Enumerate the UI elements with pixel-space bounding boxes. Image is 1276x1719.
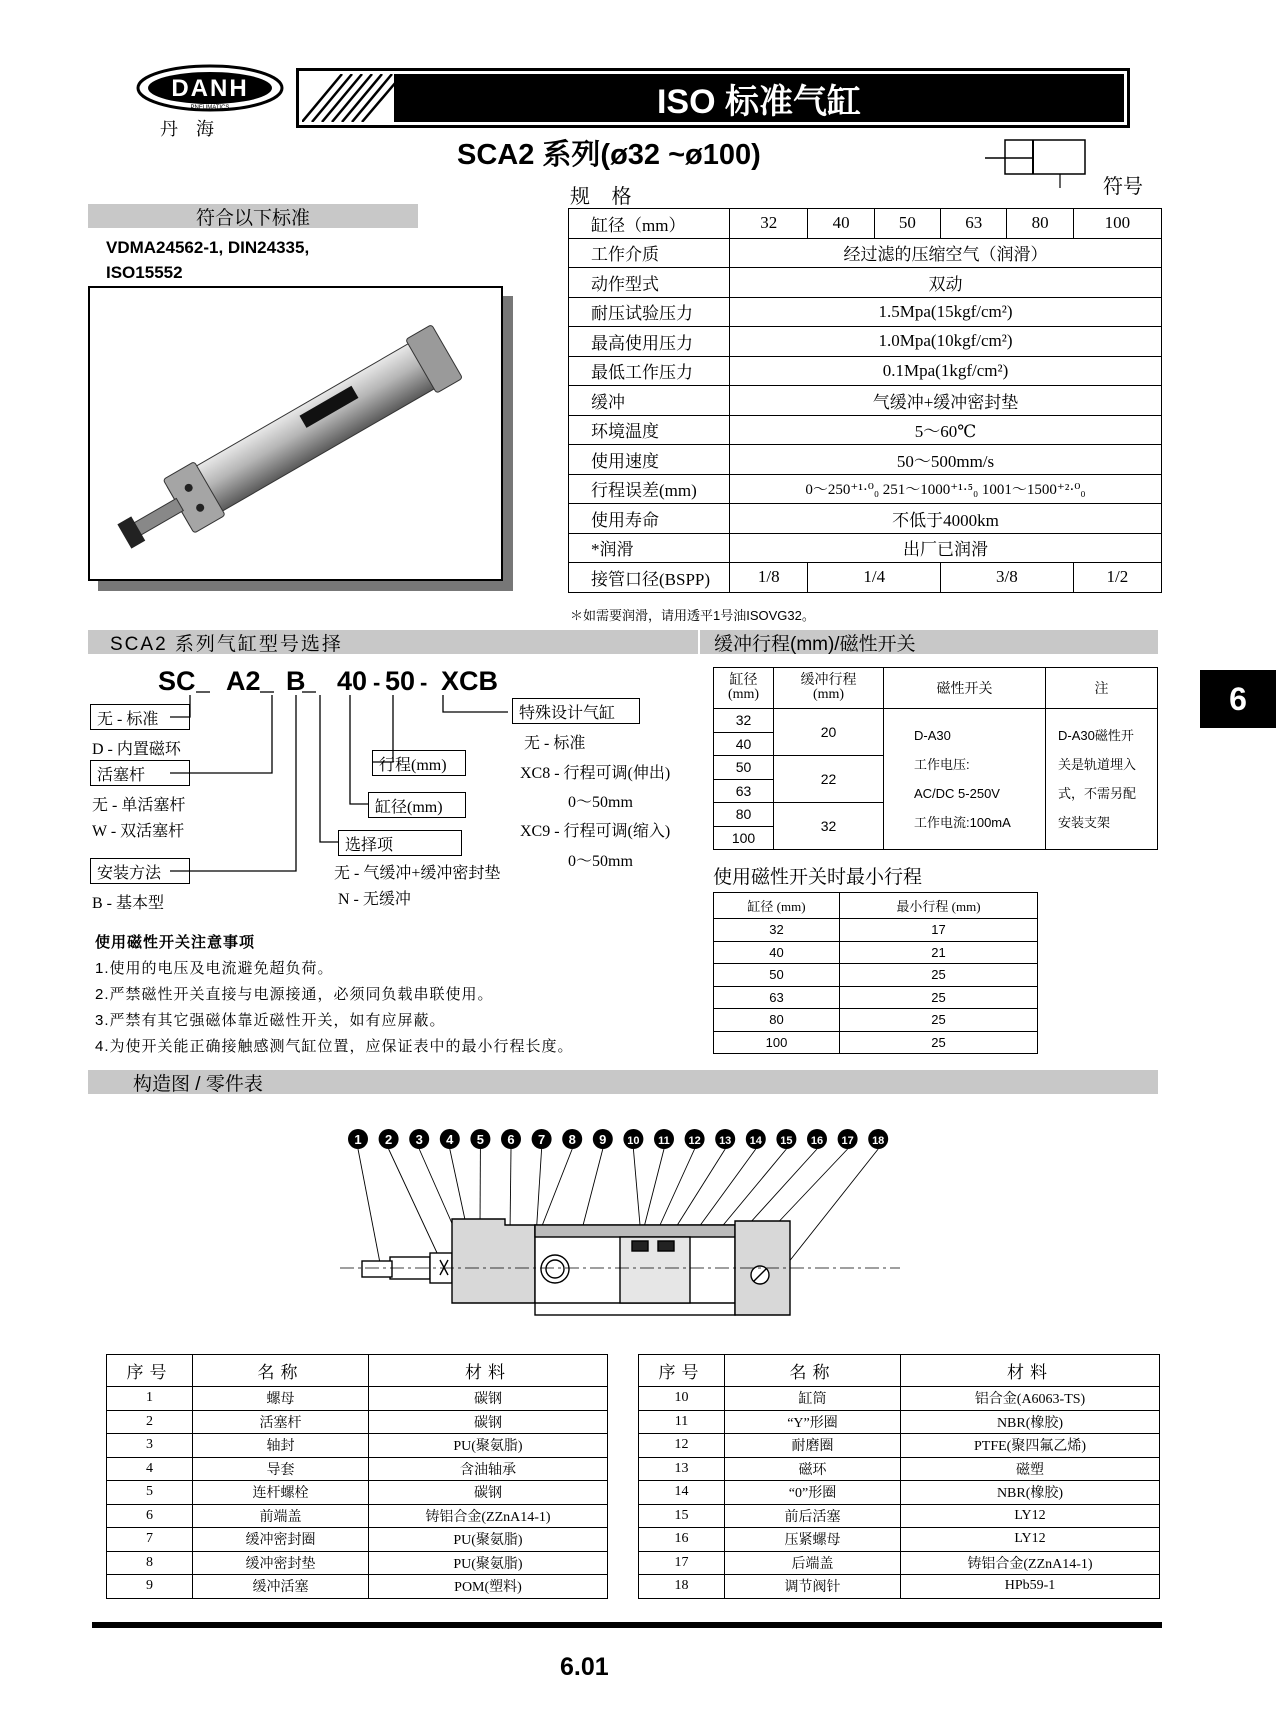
parts-row xyxy=(639,1434,1160,1458)
part-no: 14 xyxy=(639,1481,725,1505)
part-name: 导套 xyxy=(193,1457,369,1481)
parts-row xyxy=(107,1504,608,1528)
buffer-bore: 63 xyxy=(714,779,774,803)
spec-value: 经过滤的压缩空气（润滑） xyxy=(730,238,1162,268)
spec-value: 1.0Mpa(10kgf/cm²) xyxy=(730,327,1162,357)
spec-label: 行程误差(mm) xyxy=(569,474,730,504)
parts-header-row xyxy=(107,1355,608,1387)
buffer-switch-info xyxy=(884,709,1046,850)
chapter-tab: 6 xyxy=(1200,670,1276,728)
part-name: 前后活塞 xyxy=(725,1504,901,1528)
spec-value: 0.1Mpa(1kgf/cm²) xyxy=(730,356,1162,386)
standards-heading: 符合以下标准 xyxy=(88,204,418,228)
note-item: 4.为使开关能正确接触感测气缸位置，应保证表中的最小行程长度。 xyxy=(95,1038,574,1055)
spec-label: 使用寿命 xyxy=(569,504,730,534)
buffer-bore: 32 xyxy=(714,709,774,733)
spec-heading: 规 格 xyxy=(570,186,640,208)
parts-row xyxy=(107,1575,608,1599)
min-value: 25 xyxy=(840,986,1038,1009)
part-name: 压紧螺母 xyxy=(725,1528,901,1552)
buffer-col-switch: 磁性开关 xyxy=(884,668,1046,709)
spec-port: 1/2 xyxy=(1073,563,1161,593)
part-no: 4 xyxy=(107,1457,193,1481)
spec-bore: 40 xyxy=(808,209,874,239)
part-name: 活塞杆 xyxy=(193,1410,369,1434)
min-row xyxy=(714,919,1038,942)
switch-line: AC/DC 5-250V xyxy=(914,786,1000,801)
note-line: 安装支架 xyxy=(1058,815,1111,830)
cylinder-symbol-icon xyxy=(985,130,1115,190)
callout-leader xyxy=(536,1149,542,1237)
callout-number: 6 xyxy=(507,1132,515,1147)
min-stroke-table xyxy=(713,892,1038,1054)
spec-value: 50～500mm/s xyxy=(730,445,1162,475)
min-bore: 50 xyxy=(714,964,840,987)
structure-heading: 构造图 / 零件表 xyxy=(88,1070,1158,1094)
buffer-row xyxy=(714,709,1158,733)
spec-row xyxy=(569,504,1162,534)
callout-leader xyxy=(540,1149,572,1231)
title-bar xyxy=(296,68,1130,128)
part-name: 缓冲密封垫 xyxy=(193,1551,369,1575)
danh-logo xyxy=(135,63,285,113)
magnetic-switch-notes xyxy=(95,930,574,1060)
spec-label: 最高使用压力 xyxy=(569,327,730,357)
callout-leader xyxy=(780,1149,878,1273)
parts-row xyxy=(107,1410,608,1434)
part-no: 7 xyxy=(107,1528,193,1552)
note-item: 1.使用的电压及电流避免超负荷。 xyxy=(95,960,334,977)
part-no: 16 xyxy=(639,1528,725,1552)
code-dash: - xyxy=(420,670,428,695)
spec-row xyxy=(569,327,1162,357)
spec-table xyxy=(568,208,1162,593)
part-material: 碳钢 xyxy=(369,1387,608,1411)
callout-leader xyxy=(510,1149,511,1233)
min-value: 25 xyxy=(840,964,1038,987)
min-value: 25 xyxy=(840,1031,1038,1054)
spec-row-port xyxy=(569,563,1162,593)
callout-number: 11 xyxy=(658,1135,670,1147)
parts-row xyxy=(639,1481,1160,1505)
magnet-option: D - 内置磁环 xyxy=(92,741,181,758)
part-no: 9 xyxy=(107,1575,193,1599)
part-no: 18 xyxy=(639,1575,725,1599)
lubrication-note: ＊如需要润滑，请用透平1号油ISOVG32。 xyxy=(570,608,815,623)
xc9-option: XC9 - 行程可调(缩入) xyxy=(520,823,671,840)
spec-bore: 63 xyxy=(941,209,1007,239)
part-material: NBR(橡胶) xyxy=(901,1410,1160,1434)
spec-value: 1.5Mpa(15kgf/cm²) xyxy=(730,297,1162,327)
spec-port: 3/8 xyxy=(941,563,1074,593)
part-material: 铸铝合金(ZZnA14-1) xyxy=(369,1504,608,1528)
series-subtitle: SCA2 系列(ø32 ~ø100) xyxy=(457,139,761,171)
code-stroke: 50 xyxy=(385,666,416,696)
parts-col-material: 材料 xyxy=(901,1355,1160,1387)
callout-number: 16 xyxy=(810,1135,824,1147)
part-name: 前端盖 xyxy=(193,1504,369,1528)
parts-col-material: 材料 xyxy=(369,1355,608,1387)
buffer-bore: 80 xyxy=(714,803,774,827)
spec-value: 不低于4000km xyxy=(730,504,1162,534)
part-material: POM(塑料) xyxy=(369,1575,608,1599)
buffer-bore: 40 xyxy=(714,732,774,756)
spec-port: 1/8 xyxy=(730,563,808,593)
parts-table-left xyxy=(106,1354,608,1599)
parts-col-no: 序号 xyxy=(639,1355,725,1387)
min-value: 21 xyxy=(840,941,1038,964)
code-dash: - xyxy=(373,670,381,695)
callout-leader xyxy=(358,1149,380,1263)
part-name: 螺母 xyxy=(193,1387,369,1411)
mount-box: 安装方法 xyxy=(90,858,190,884)
part-no: 17 xyxy=(639,1551,725,1575)
xc8-range: 0～50mm xyxy=(568,794,633,811)
min-row xyxy=(714,1031,1038,1054)
part-no: 6 xyxy=(107,1504,193,1528)
spec-row xyxy=(569,268,1162,298)
spec-label: 耐压试验压力 xyxy=(569,297,730,327)
cylinder-photo-image xyxy=(90,288,501,579)
part-material: HPb59-1 xyxy=(901,1575,1160,1599)
title-stripes xyxy=(302,74,396,122)
spec-row xyxy=(569,445,1162,475)
part-material: 磁塑 xyxy=(901,1457,1160,1481)
spec-label: 最低工作压力 xyxy=(569,356,730,386)
model-select-heading: SCA2 系列气缸型号选择 xyxy=(88,630,698,654)
spec-value: 双动 xyxy=(730,268,1162,298)
svg-text:DANH: DANH xyxy=(171,75,249,102)
standards-line-2: ISO15552 xyxy=(106,263,183,282)
switch-line: 工作电流:100mA xyxy=(914,815,1011,830)
note-item: 2.严禁磁性开关直接与电源接通，必须同负载串联使用。 xyxy=(95,986,494,1003)
rod-double-option: W - 双活塞杆 xyxy=(92,823,185,840)
part-no: 8 xyxy=(107,1551,193,1575)
parts-table-right xyxy=(638,1354,1160,1599)
parts-row xyxy=(107,1387,608,1411)
min-bore: 40 xyxy=(714,941,840,964)
stroke-box: 行程(mm) xyxy=(372,750,466,776)
standards-text xyxy=(106,235,309,285)
min-row xyxy=(714,986,1038,1009)
spec-label: 缓冲 xyxy=(569,386,730,416)
special-box: 特殊设计气缸 xyxy=(512,698,640,724)
spec-port: 1/4 xyxy=(808,563,941,593)
part-name: 后端盖 xyxy=(725,1551,901,1575)
min-bore: 80 xyxy=(714,1009,840,1032)
min-row xyxy=(714,1009,1038,1032)
standards-line-1: VDMA24562-1, DIN24335, xyxy=(106,238,310,257)
callout-leader xyxy=(580,1149,603,1237)
buffer-bore: 50 xyxy=(714,756,774,780)
cylinder-cross-section-diagram xyxy=(340,1125,900,1330)
spec-bore: 80 xyxy=(1007,209,1073,239)
part-name: 调节阀针 xyxy=(725,1575,901,1599)
part-no: 13 xyxy=(639,1457,725,1481)
min-col-min: 最小行程 (mm) xyxy=(840,893,1038,919)
standard-box: 无 - 标准 xyxy=(90,704,190,730)
logo-subtitle: 丹海 xyxy=(160,119,232,139)
parts-row xyxy=(107,1481,608,1505)
part-no: 3 xyxy=(107,1434,193,1458)
part-name: 缓冲活塞 xyxy=(193,1575,369,1599)
part-name: 连杆螺栓 xyxy=(193,1481,369,1505)
spec-label: 使用速度 xyxy=(569,445,730,475)
min-bore: 63 xyxy=(714,986,840,1009)
svg-text:PNEUMATICS: PNEUMATICS xyxy=(190,105,230,111)
min-value: 25 xyxy=(840,1009,1038,1032)
callout-number: 8 xyxy=(568,1132,576,1147)
spec-row xyxy=(569,297,1162,327)
callout-number: 3 xyxy=(415,1132,423,1147)
buffer-note-info xyxy=(1046,709,1158,850)
parts-row xyxy=(107,1551,608,1575)
spec-label: 环境温度 xyxy=(569,415,730,445)
callout-number: 17 xyxy=(841,1135,854,1147)
min-bore: 100 xyxy=(714,1031,840,1054)
part-material: PU(聚氨脂) xyxy=(369,1528,608,1552)
rod-single-option: 无 - 单活塞杆 xyxy=(92,797,186,814)
part-material: NBR(橡胶) xyxy=(901,1481,1160,1505)
special-standard: 无 - 标准 xyxy=(524,735,586,752)
part-no: 5 xyxy=(107,1481,193,1505)
part-material: PU(聚氨脂) xyxy=(369,1434,608,1458)
parts-row xyxy=(639,1504,1160,1528)
parts-row xyxy=(107,1528,608,1552)
buffer-col-note: 注 xyxy=(1046,668,1158,709)
buffer-col-bore: 缸径 (mm) xyxy=(714,668,774,709)
code-b: B xyxy=(286,666,306,696)
note-item: 3.严禁有其它强磁体靠近磁性开关，如有应屏蔽。 xyxy=(95,1012,446,1029)
part-material: 碳钢 xyxy=(369,1410,608,1434)
spec-row xyxy=(569,533,1162,563)
part-name: 轴封 xyxy=(193,1434,369,1458)
buffer-header-row xyxy=(714,668,1158,709)
xc9-range: 0～50mm xyxy=(568,853,633,870)
callout-number: 13 xyxy=(719,1135,732,1147)
rod-box: 活塞杆 xyxy=(90,760,190,786)
option-no-cushion: N - 无缓冲 xyxy=(338,891,411,908)
spec-row xyxy=(569,386,1162,416)
part-material: 铝合金(A6063-TS) xyxy=(901,1387,1160,1411)
callout-number: 9 xyxy=(599,1132,607,1147)
spec-row xyxy=(569,356,1162,386)
part-name: 磁环 xyxy=(725,1457,901,1481)
callout-number: 14 xyxy=(749,1135,762,1147)
parts-row xyxy=(639,1528,1160,1552)
spec-label: 缸径（mm） xyxy=(569,209,730,239)
parts-col-name: 名称 xyxy=(725,1355,901,1387)
parts-row xyxy=(639,1457,1160,1481)
mount-basic-option: B - 基本型 xyxy=(92,895,165,912)
callout-number: 2 xyxy=(384,1132,393,1147)
buffer-stroke: 20 xyxy=(774,709,884,756)
notes-title: 使用磁性开关注意事项 xyxy=(95,934,256,951)
callout-leader xyxy=(633,1149,640,1225)
buffer-bore: 100 xyxy=(714,826,774,850)
parts-row xyxy=(639,1387,1160,1411)
code-a2: A2 xyxy=(226,666,261,696)
min-value: 17 xyxy=(840,919,1038,942)
symbol-label: 符号 xyxy=(1103,176,1143,198)
note-line: 式，不需另配 xyxy=(1058,786,1137,801)
min-stroke-title: 使用磁性开关时最小行程 xyxy=(713,867,923,888)
spec-value: 气缓冲+缓冲密封垫 xyxy=(730,386,1162,416)
part-name: 缓冲密封圈 xyxy=(193,1528,369,1552)
spec-label: 接管口径(BSPP) xyxy=(569,563,730,593)
callout-number: 15 xyxy=(780,1135,793,1147)
parts-col-name: 名称 xyxy=(193,1355,369,1387)
part-name: “0”形圈 xyxy=(725,1481,901,1505)
page-title: ISO 标准气缸 xyxy=(394,74,1124,122)
xc8-option: XC8 - 行程可调(伸出) xyxy=(520,765,671,782)
part-name: 缸筒 xyxy=(725,1387,901,1411)
part-material: LY12 xyxy=(901,1528,1160,1552)
min-col-bore: 缸径 (mm) xyxy=(714,893,840,919)
spec-value: 出厂已润滑 xyxy=(730,533,1162,563)
buffer-col-stroke: 缓冲行程 (mm) xyxy=(774,668,884,709)
bottom-rule xyxy=(92,1622,1162,1628)
spec-value: 5～60℃ xyxy=(730,415,1162,445)
buffer-stroke: 22 xyxy=(774,756,884,803)
parts-row xyxy=(639,1410,1160,1434)
part-no: 10 xyxy=(639,1387,725,1411)
spec-row xyxy=(569,415,1162,445)
spec-bore: 50 xyxy=(874,209,940,239)
switch-line: 工作电压: xyxy=(914,757,970,772)
min-header-row xyxy=(714,893,1038,919)
spec-label: *润滑 xyxy=(569,533,730,563)
spec-bore: 32 xyxy=(730,209,808,239)
spec-row-bore xyxy=(569,209,1162,239)
option-cushion: 无 - 气缓冲+缓冲密封垫 xyxy=(334,865,501,882)
product-photo xyxy=(88,286,503,581)
parts-header-row xyxy=(639,1355,1160,1387)
note-line: 关是轨道埋入 xyxy=(1058,757,1137,772)
callout-number: 1 xyxy=(354,1132,362,1147)
buffer-heading: 缓冲行程(mm)/磁性开关 xyxy=(700,630,1158,654)
part-name: “Y”形圈 xyxy=(725,1410,901,1434)
parts-row xyxy=(639,1551,1160,1575)
part-no: 1 xyxy=(107,1387,193,1411)
part-no: 12 xyxy=(639,1434,725,1458)
spec-label: 工作介质 xyxy=(569,238,730,268)
code-bore: 40 xyxy=(337,666,368,696)
page-number: 6.01 xyxy=(560,1653,609,1681)
part-material: 碳钢 xyxy=(369,1481,608,1505)
spec-row xyxy=(569,474,1162,504)
code-sc: SC xyxy=(158,666,196,696)
callout-leader xyxy=(389,1149,438,1255)
callout-leader xyxy=(770,1149,848,1231)
part-no: 11 xyxy=(639,1410,725,1434)
parts-row xyxy=(107,1434,608,1458)
min-row xyxy=(714,964,1038,987)
parts-row xyxy=(639,1575,1160,1599)
min-bore: 32 xyxy=(714,919,840,942)
buffer-stroke: 32 xyxy=(774,803,884,850)
part-no: 2 xyxy=(107,1410,193,1434)
part-material: 含油轴承 xyxy=(369,1457,608,1481)
parts-row xyxy=(107,1457,608,1481)
callout-number: 18 xyxy=(872,1135,885,1147)
callout-number: 5 xyxy=(476,1132,485,1147)
spec-row xyxy=(569,238,1162,268)
min-row xyxy=(714,941,1038,964)
buffer-table xyxy=(713,667,1158,850)
options-box: 选择项 xyxy=(338,830,462,856)
spec-label: 动作型式 xyxy=(569,268,730,298)
spec-value: 0～250⁺¹·⁰₀ 251～1000⁺¹·⁵₀ 1001～1500⁺²·⁰₀ xyxy=(730,474,1162,504)
part-material: PU(聚氨脂) xyxy=(369,1551,608,1575)
callout-number: 10 xyxy=(627,1135,640,1147)
part-material: LY12 xyxy=(901,1504,1160,1528)
switch-line: D-A30 xyxy=(914,728,951,743)
bore-box: 缸径(mm) xyxy=(368,792,466,818)
parts-col-no: 序号 xyxy=(107,1355,193,1387)
part-material: PTFE(聚四氟乙烯) xyxy=(901,1434,1160,1458)
part-material: 铸铝合金(ZZnA14-1) xyxy=(901,1551,1160,1575)
part-name: 耐磨圈 xyxy=(725,1434,901,1458)
callout-number: 12 xyxy=(688,1135,701,1147)
code-special: XCB xyxy=(441,666,499,696)
note-line: D-A30磁性开 xyxy=(1058,728,1134,743)
callout-number: 4 xyxy=(446,1132,454,1147)
part-no: 15 xyxy=(639,1504,725,1528)
spec-bore: 100 xyxy=(1073,209,1161,239)
callout-number: 7 xyxy=(537,1132,546,1147)
